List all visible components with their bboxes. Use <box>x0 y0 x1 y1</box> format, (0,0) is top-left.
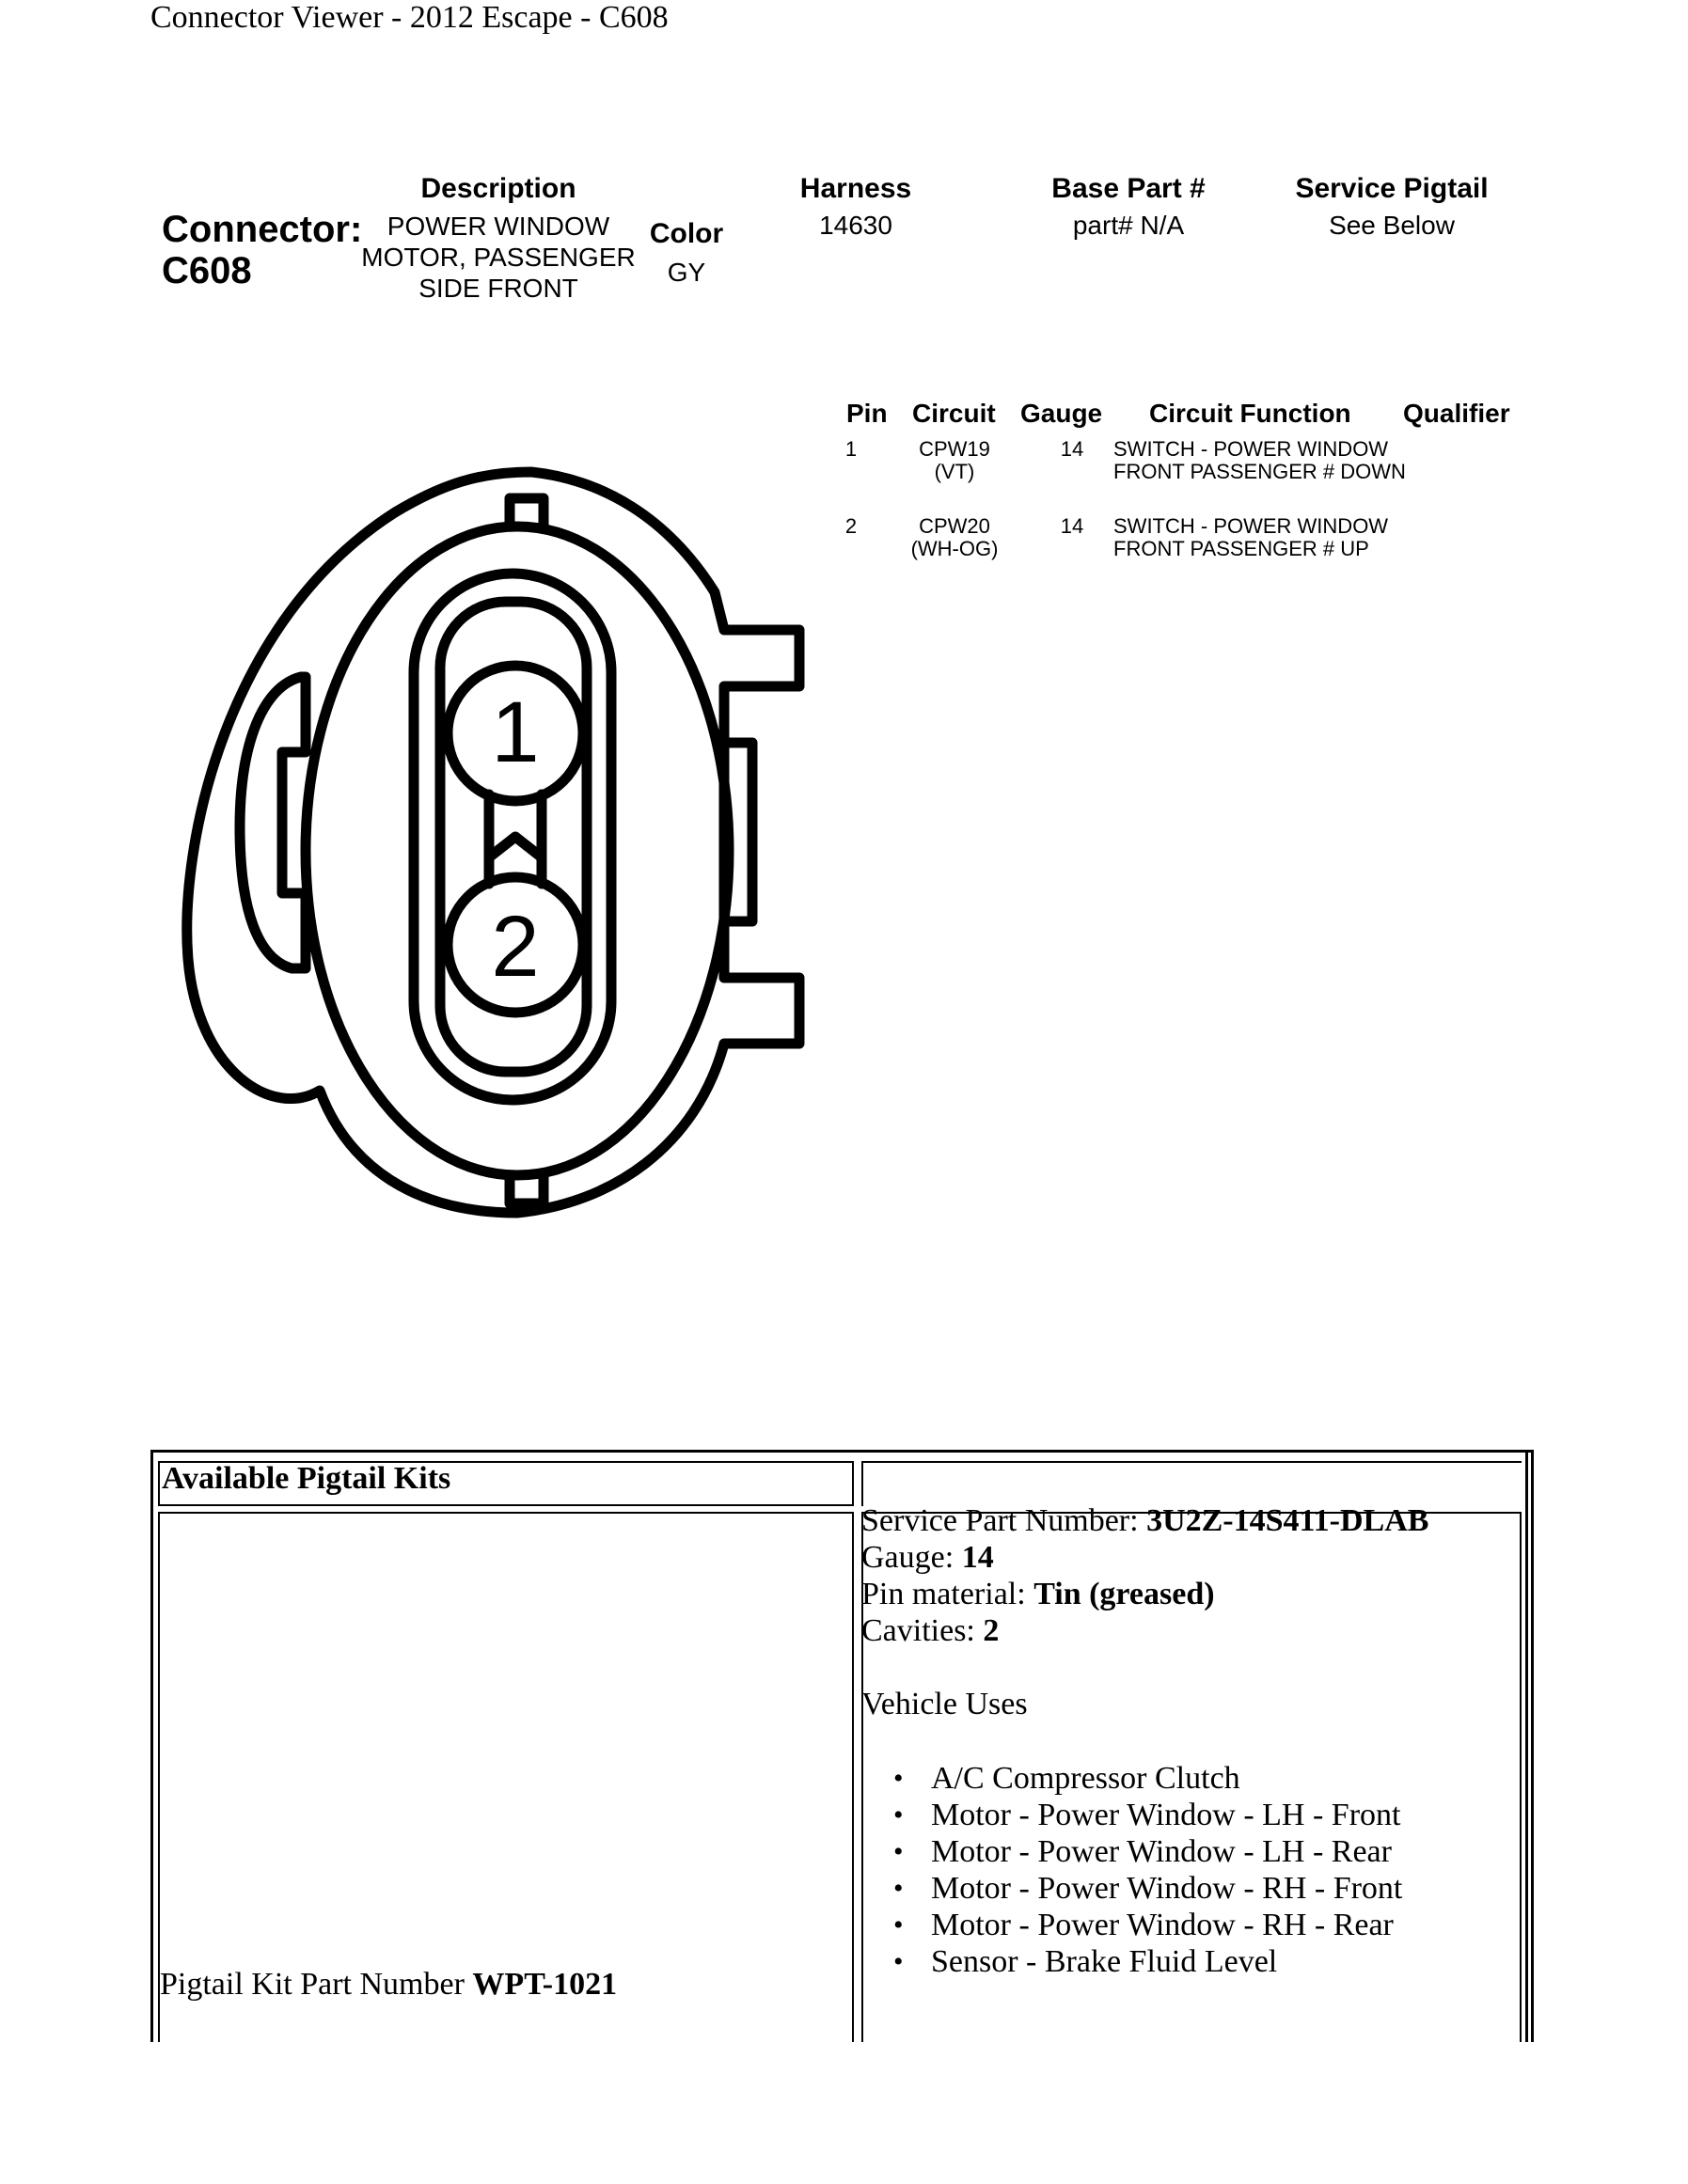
pigtail-kit-label: Pigtail Kit Part Number <box>160 1967 473 2002</box>
list-item: • Motor - Power Window - LH - Rear <box>893 1833 1402 1870</box>
pigtail-kits-table <box>150 1450 1533 2042</box>
table-border <box>1531 1450 1534 2042</box>
pin-material-line: Pin material: Tin (greased) <box>861 1577 1215 1611</box>
circuit-cell <box>903 515 1006 560</box>
circuit-wire-color: (VT) <box>934 460 975 483</box>
list-item: • Motor - Power Window - RH - Rear <box>893 1907 1402 1943</box>
service-pigtail-header: Service Pigtail <box>1295 173 1489 204</box>
pin-label-1: 1 <box>491 684 540 780</box>
table-border <box>150 1450 1533 1453</box>
color-value: GY <box>667 258 706 287</box>
circuit-cell <box>903 438 1006 483</box>
circuit-function-cell: SWITCH - POWER WINDOW FRONT PASSENGER # DOWN <box>1113 437 1406 483</box>
base-part-header: Base Part # <box>1051 173 1206 204</box>
vehicle-uses-list <box>893 1760 1402 1980</box>
circuit-wire-color: (WH-OG) <box>910 537 999 560</box>
list-item: • Motor - Power Window - LH - Front <box>893 1797 1402 1833</box>
list-item: • Motor - Power Window - RH - Front <box>893 1870 1402 1907</box>
pigtail-kit-part-number <box>160 1967 617 2003</box>
circuit-function-cell: SWITCH - POWER WINDOW FRONT PASSENGER # UP <box>1113 514 1389 560</box>
connector-latch-outline <box>240 677 306 968</box>
pin-number: 2 <box>844 514 858 538</box>
harness-header: Harness <box>799 173 912 204</box>
vehicle-uses-label: Vehicle Uses <box>861 1687 1028 1721</box>
circuit-code: CPW19 <box>919 437 990 461</box>
connector-inner-wall-outline <box>306 526 729 1175</box>
circuit-column-header: Circuit <box>912 399 996 428</box>
harness-value: 14630 <box>819 211 892 240</box>
list-item: • Sensor - Brake Fluid Level <box>893 1943 1402 1980</box>
description-header: Description <box>420 173 576 204</box>
service-part-number: 3U2Z-14S411-DLAB <box>1146 1503 1429 1538</box>
table-border <box>158 1512 854 1514</box>
pin-column-header: Pin <box>846 399 888 428</box>
color-header: Color <box>649 218 724 249</box>
connector-face-diagram <box>160 432 837 1260</box>
connector-id: C608 <box>162 250 252 291</box>
table-border <box>852 1461 854 1506</box>
gauge-cell: 14 <box>1060 514 1084 538</box>
table-border <box>158 1504 854 1506</box>
pin-number: 1 <box>844 437 858 461</box>
pin-divider <box>489 794 542 884</box>
table-border <box>1525 1450 1528 2042</box>
connector-label: Connector: <box>162 209 363 250</box>
table-border <box>158 1461 160 1506</box>
circuit-code: CPW20 <box>919 514 990 538</box>
service-part-number-line: Service Part Number: 3U2Z-14S411-DLAB <box>861 1503 1429 1538</box>
table-border <box>158 1512 160 2042</box>
service-pigtail-value: See Below <box>1329 211 1455 240</box>
service-part-specs <box>861 1502 1428 1722</box>
gauge-column-header: Gauge <box>1020 399 1103 428</box>
available-pigtail-kits-header: Available Pigtail Kits <box>162 1461 451 1496</box>
qualifier-column-header: Qualifier <box>1403 399 1510 428</box>
page-title: Connector Viewer - 2012 Escape - C608 <box>150 0 669 35</box>
pin-material: Tin (greased) <box>1033 1577 1215 1611</box>
cavities-line: Cavities: 2 <box>861 1613 1000 1648</box>
table-border <box>1520 1512 1522 2042</box>
description-value: POWER WINDOW MOTOR, PASSENGER SIDE FRONT <box>361 212 636 303</box>
table-border <box>861 1461 863 1506</box>
gauge-line: Gauge: 14 <box>861 1540 994 1575</box>
gauge-cell: 14 <box>1060 437 1084 461</box>
table-border <box>852 1512 854 2042</box>
table-border <box>861 1461 1522 1463</box>
circuit-function-column-header: Circuit Function <box>1149 399 1351 428</box>
cavities: 2 <box>983 1613 1000 1648</box>
table-border <box>150 1450 153 2042</box>
base-part-value: part# N/A <box>1072 211 1185 240</box>
pigtail-kit-number: WPT-1021 <box>472 1967 618 2002</box>
pin-label-2: 2 <box>491 899 540 995</box>
kit-gauge: 14 <box>961 1540 994 1575</box>
list-item: • A/C Compressor Clutch <box>893 1760 1402 1797</box>
